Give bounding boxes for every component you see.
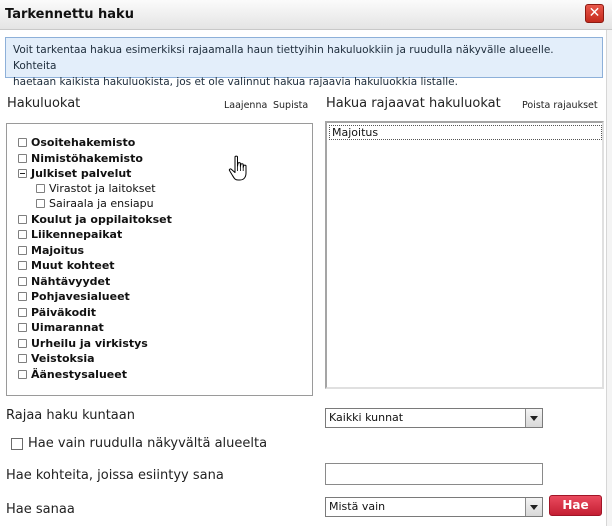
search-scope-value: Mistä vain [329, 500, 386, 513]
tree-item-osoitehakemisto[interactable] [18, 136, 135, 150]
visible-area-checkbox[interactable] [11, 438, 23, 450]
tree-item-nimistohakemisto[interactable] [18, 152, 143, 166]
close-icon: ✕ [588, 5, 601, 21]
collapse-all-link[interactable]: Supista [273, 100, 309, 111]
search-button[interactable]: Hae [549, 495, 602, 516]
expand-toggle-icon[interactable] [18, 292, 27, 301]
chevron-down-icon[interactable] [525, 409, 542, 427]
expand-all-link[interactable]: Laajenna [224, 100, 268, 111]
tree-item-veistoksia[interactable] [18, 352, 95, 366]
tree-item-label: Julkiset palvelut [31, 167, 132, 180]
word-search-input[interactable] [325, 463, 543, 485]
word-search-label: Hae kohteita, joissa esiintyy sana [6, 468, 224, 483]
tree-item-aanestysalueet[interactable] [18, 368, 127, 382]
selected-categories-list[interactable] [325, 121, 604, 389]
municipality-label: Rajaa haku kuntaan [6, 408, 135, 423]
expand-toggle-icon[interactable] [18, 230, 27, 239]
tree-item-label: Päiväkodit [31, 306, 97, 319]
selected-categories-heading: Hakua rajaavat hakuluokat [326, 96, 501, 111]
municipality-select[interactable] [325, 408, 543, 428]
expand-toggle-icon[interactable] [18, 370, 27, 379]
tree-item-label: Sairaala ja ensiapu [49, 197, 154, 210]
tree-item-label: Nähtävyydet [31, 275, 111, 288]
tree-item-label: Pohjavesialueet [31, 290, 130, 303]
info-message [5, 37, 603, 88]
tree-item-label: Nimistöhakemisto [31, 152, 143, 165]
info-line-1: Voit tarkentaa hakua esimerkiksi rajaamalla haun tiettyihin hakuluokkiin ja ruudulla näkyvälle alueelle. Kohteita [13, 44, 554, 72]
tree-item-virastot-ja-laitokset[interactable] [36, 182, 156, 196]
expand-toggle-icon[interactable] [36, 184, 45, 193]
expand-toggle-icon[interactable] [18, 323, 27, 332]
hand-cursor-icon [228, 155, 250, 183]
tree-item-majoitus[interactable] [18, 244, 84, 258]
category-tree[interactable] [6, 123, 313, 396]
expand-toggle-icon[interactable] [18, 277, 27, 286]
tree-item-uimarannat[interactable] [18, 321, 104, 335]
tree-item-julkiset-palvelut[interactable] [18, 167, 131, 181]
clear-selection-link[interactable]: Poista rajaukset [522, 100, 598, 111]
visible-area-label: Hae vain ruudulla näkyvältä alueelta [28, 436, 268, 451]
tree-item-nahtavyydet[interactable] [18, 275, 110, 289]
list-item[interactable]: Majoitus [329, 125, 602, 140]
tree-item-label: Äänestysalueet [31, 368, 127, 381]
expand-toggle-icon[interactable] [18, 138, 27, 147]
expand-toggle-icon[interactable] [18, 246, 27, 255]
municipality-select-value: Kaikki kunnat [329, 411, 404, 424]
tree-item-pohjavesialueet[interactable] [18, 290, 130, 304]
tree-item-urheilu-ja-virkistys[interactable] [18, 337, 148, 351]
tree-item-label: Muut kohteet [31, 259, 115, 272]
search-word-label: Hae sanaa [6, 502, 75, 517]
expand-toggle-icon[interactable] [18, 308, 27, 317]
expand-toggle-icon[interactable] [18, 154, 27, 163]
expand-toggle-icon[interactable] [18, 261, 27, 270]
dialog-edge [606, 30, 612, 526]
tree-item-label: Majoitus [31, 244, 85, 257]
tree-item-sairaala-ja-ensiapu[interactable] [36, 197, 154, 211]
tree-item-label: Veistoksia [31, 352, 95, 365]
expand-toggle-icon[interactable] [18, 339, 27, 348]
tree-item-label: Uimarannat [31, 321, 104, 334]
tree-item-label: Urheilu ja virkistys [31, 337, 148, 350]
collapse-toggle-icon[interactable] [18, 169, 27, 178]
tree-item-liikennepaikat[interactable] [18, 228, 122, 242]
close-button[interactable] [585, 4, 604, 23]
expand-toggle-icon[interactable] [36, 199, 45, 208]
categories-heading: Hakuluokat [7, 96, 81, 111]
expand-toggle-icon[interactable] [18, 354, 27, 363]
tree-item-label: Koulut ja oppilaitokset [31, 213, 172, 226]
search-scope-select[interactable] [325, 497, 543, 517]
tree-item-label: Osoitehakemisto [31, 136, 136, 149]
tree-item-muut-kohteet[interactable] [18, 259, 115, 273]
info-line-2: haetaan kaikista hakuluokista, jos et ole valinnut hakua rajaavia hakuluokkia listalle. [13, 76, 458, 88]
dialog-titlebar [0, 0, 612, 30]
expand-toggle-icon[interactable] [18, 215, 27, 224]
tree-item-paivakodit[interactable] [18, 306, 96, 320]
tree-item-koulut-ja-oppilaitokset[interactable] [18, 213, 172, 227]
tree-item-label: Liikennepaikat [31, 228, 123, 241]
chevron-down-icon[interactable] [525, 498, 542, 516]
tree-item-label: Virastot ja laitokset [49, 182, 156, 195]
dialog-title: Tarkennettu haku [5, 7, 134, 22]
